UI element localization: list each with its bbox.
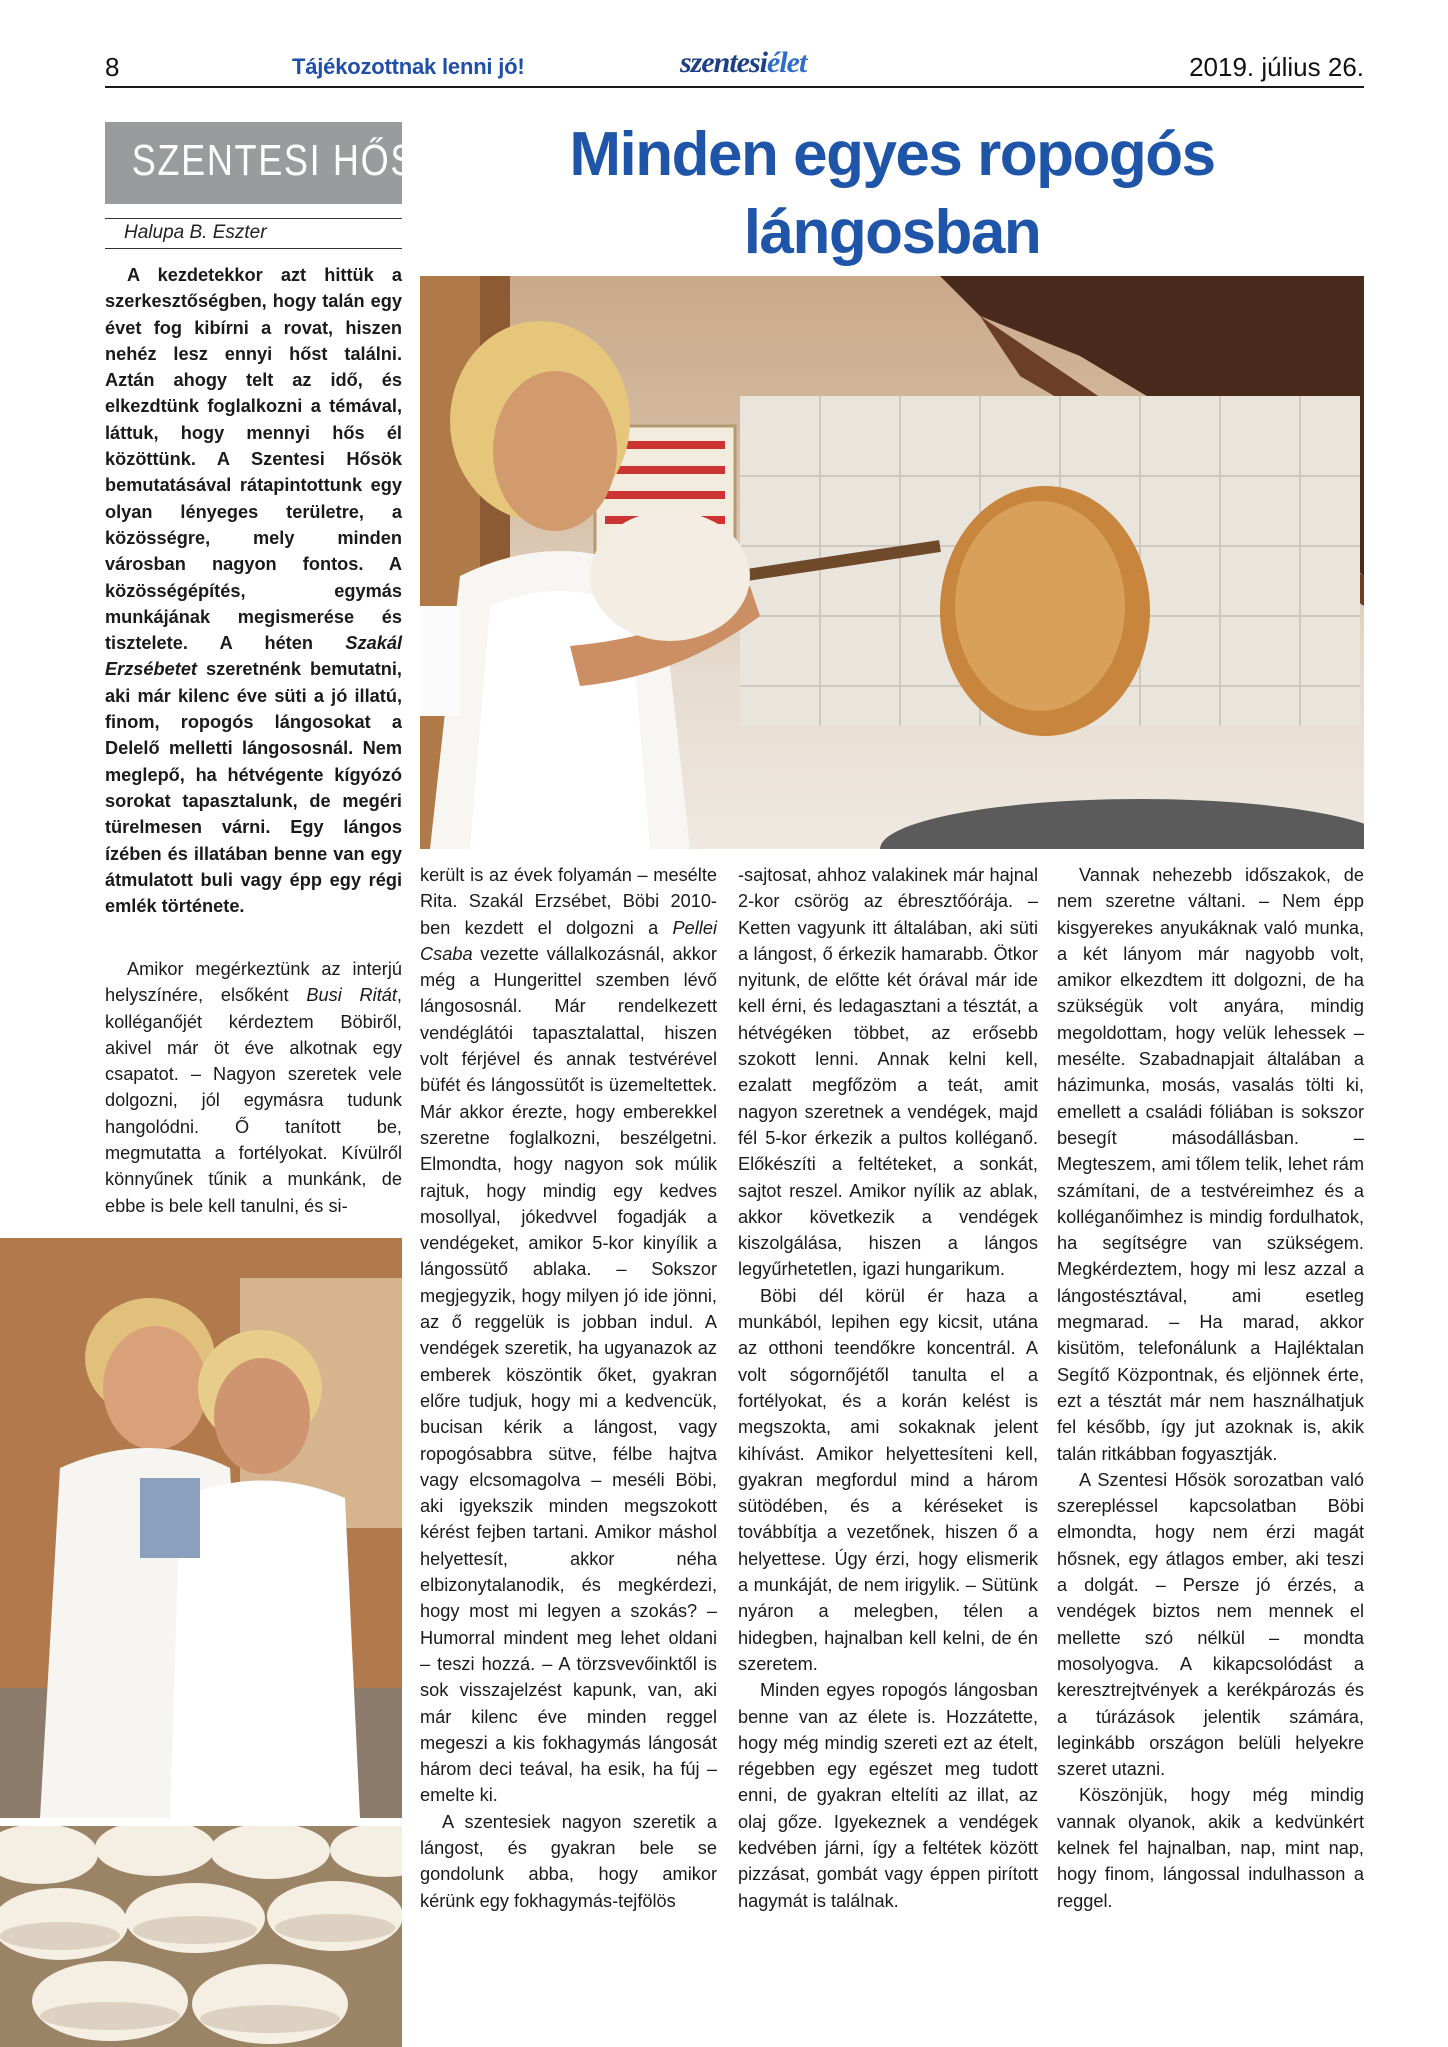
headline-line-1: Minden egyes ropogós lángosban: [569, 120, 1215, 267]
c4-paragraph-2: A Szentesi Hősök sorozatban való szerepléssel kapcsolatban Böbi elmondta, hogy nem érzi magát hősnek, egy átlagos ember, aki teszi a dolgát. – Persze jó érzés, a vendégek biztos nem mennek el mellette szó nélkül – mondta mosolyogva. A kikapcsolódást a keresztrejtvények a kerékpározás és a túrázások jelentik számára, leginkább országon belüli helyekre szeret utazni.: [1057, 1469, 1364, 1780]
lead-text-a: A kezdetekkor azt hittük a szerkesztőségben, hogy talán egy évet fog kibírni a rovat, hiszen nehéz lesz ennyi hőst találni. Aztán ahogy telt az idő, és elkezdtünk foglalkozni a témával, láttuk, hogy mennyi hős él közöttünk. A Szentesi Hősök bemutatásával rátapintottunk egy olyan lényeges területre, a közösségre, mely minden városban nagyon fontos. A közösségépítés, egymás munkájának megismerése és tisztelete. A héten: [105, 265, 402, 654]
c2-paragraph-2: A szentesiek nagyon szeretik a lángost, és gyakran bele se gondolunk abba, hogy amikor kérünk egy fokhagymás-tejfölös: [420, 1811, 717, 1911]
c1-text-a: Amikor megérkeztünk az interjú helyszínére, elsőként: [105, 959, 402, 1006]
c4-paragraph-3: Köszönjük, hogy még mindig vannak olyanok, akik a kedvünkért kelnek fel hajnalban, nap, mint nap, hogy finom, lángossal indulhasson a reggel.: [1057, 1785, 1364, 1911]
c3-paragraph-2: Böbi dél körül ér haza a munkából, lepihen egy kicsit, utána az otthoni teendőkre koncentrál. A volt sógornőjétől tanulta el a fortélyokat, és a korán kelést is megszokta, ami sokaknak jelent kihívást. Amikor helyettesíteni kell, gyakran megfordul mind a három sütödében, és a kéréseket is továbbítja a vezetőnek, hiszen ő a helyettese. Úgy érzi, hogy elismerik a munkáját, de nem irigylik. – Sütünk nyáron a melegben, télen a hidegben, hajnalban kell kelni, de én szeretem.: [738, 1285, 1038, 1674]
column-4: [1057, 862, 1364, 1914]
masthead-part-a: szentesi: [680, 46, 768, 79]
author-rule-bottom: [105, 248, 402, 249]
author-rule-top: [105, 218, 402, 219]
c1-name: Busi Ritát: [306, 985, 397, 1006]
section-title: SZENTESI HŐSÖK: [131, 136, 472, 185]
dough-balls-photo: [0, 1826, 402, 2047]
lead-name: Szakál Erzsébetet: [105, 633, 402, 680]
masthead-part-b: élet: [767, 46, 807, 79]
two-women-photo: [0, 1238, 402, 1818]
c1-text-b: , kolléganőjét kérdeztem Böbiről, akivel már öt éve alkotnak egy csapatot. – Nagyon szeretek vele dolgozni, jól egymásra tudunk hangolódni. Ő tanított be, megmutatta a fortélyokat. Kívülről könnyűnek tűnik a munkánk, de ebbe is bele kell tanulni, és si-: [105, 985, 402, 1216]
header-rule: [105, 86, 1364, 88]
author-byline: Halupa B. Eszter: [124, 222, 267, 243]
column-2: [420, 862, 717, 1914]
c2-name: Pellei Csaba: [420, 917, 717, 964]
page-number: 8: [105, 52, 120, 82]
c2-text-b: vezette vállalkozásnál, akkor még a Hungerittel szemben lévő lángososnál. Már rendelkezett vendéglátói tapasztalattal, hiszen volt férjével és annak testvérével büfét és lángossütőt is üzemeltettek. Már akkor érezte, hogy emberekkel szeretne foglalkozni, beszélgetni. Elmondta, hogy nagyon sok múlik rajtuk, hogy mindig egy kedves mosollyal, jókedvvel fogadják a vendégeket, amikor 5-kor kinyílik a lángossütő ablaka. – Sokszor megjegyzik, hogy milyen jó ide jönni, az ő reggelük is jobban indul. A vendégek szeretik, ha ugyanazok az emberek köszöntik őket, gyakran előre tudjuk, hogy mi a kedvencük, bucisan kérik a lángost, vagy ropogósabbra sütve, félbe hajtva vagy elcsomagolva – meséli Böbi, aki igyekszik minden megszokott kérést fejben tartani. Amikor máshol helyettesít, akkor néha elbizonytalanodik, és megkérdezi, hogy most mi legyen a szokás? – Humorral mindent meg lehet oldani – teszi hozzá. – A törzsvevőinktől is sok visszajelzést kapunk, van, aki már kilenc éve minden reggel megeszi a kis fokhagymás lángosát három deci teával, ha esik, ha fúj – emelte ki.: [420, 943, 717, 1806]
column-3: [738, 862, 1038, 1914]
main-photo: [420, 276, 1364, 849]
article-lead: [105, 262, 402, 919]
c4-paragraph-1: Vannak nehezebb időszakok, de nem szeretne váltani. – Nem épp kisgyerekes anyukáknak való munka, a két lányom már nagyobb volt, amikor elkezdtem itt dolgozni, de ha szükségük volt anyára, mindig megoldottam, hogy velük lehessek – mesélte. Szabadnapjait általában a házimunka, mosás, vasalás tölti ki, emellett a családi fóliában is sokszor besegít másodállásban. – Megteszem, ami tőlem telik, lehet rám számítani, de a testvéreimhez és a kolléganőimhez is mindig fordulhatok, ha segítségre van szükségem. Megkérdeztem, hogy mi lesz azzal a lángostésztával, ami esetleg megmarad. – Ha marad, akkor kisütöm, telefonálunk a Hajléktalan Segítő Központnak, és eljönnek érte, ezt a tésztát már nem használhatjuk fel később, így jut azoknak is, akik talán ritkábban fogyasztják.: [1057, 865, 1364, 1464]
lead-text-b: szeretnénk bemutatni, aki már kilenc éve süti a jó illatú, finom, ropogós lángosokat a Delelő melletti lángososnál. Nem meglepő, ha hétvégente kígyózó sorokat tapasztalunk, de megéri türelmesen várni. Egy lángos ízében és illatában benne van egy átmulatott buli vagy épp egy régi emlék története.: [105, 659, 402, 917]
c3-paragraph-1: -sajtosat, ahhoz valakinek már hajnal 2-kor csörög az ébresztőórája. – Ketten vagyunk itt általában, aki süti a lángost, ő érkezik hamarabb. Ötkor nyitunk, de előtte két órával már ide kell érni, és ledagasztani a tésztát, a hétvégéken többet, az erősebb szokott lenni. Annak kelni kell, ezalatt megfőzöm a teát, amit nagyon szeretnek a vendégek, majd fél 5-kor érkezik a pultos kolléganő. Előkészíti a feltéteket, a sonkát, sajtot reszel. Amikor nyílik az ablak, akkor következik a vendégek kiszolgálása, hiszen a lángos legyűrhetetlen, igazi hungarikum.: [738, 865, 1038, 1280]
header-slogan: Tájékozottnak lenni jó!: [292, 54, 525, 79]
issue-date: 2019. július 26.: [1189, 52, 1364, 82]
masthead-logo: [680, 46, 806, 80]
column-1: [105, 956, 402, 1219]
c3-paragraph-3: Minden egyes ropogós lángosban benne van az élete is. Hozzátette, hogy még mindig szereti ezt az ételt, régebben egy egészet meg tudott enni, de gyakran eltelíti az illat, az olaj gőze. Igyekeznek a vendégek kedvében járni, így a feltétek között pizzásat, gombát vagy éppen pirított hagymát is találnak.: [738, 1680, 1038, 1911]
c2-text-a: került is az évek folyamán – mesélte Rita. Szakál Erzsébet, Böbi 2010-ben kezdett el dolgozni a: [420, 865, 717, 938]
